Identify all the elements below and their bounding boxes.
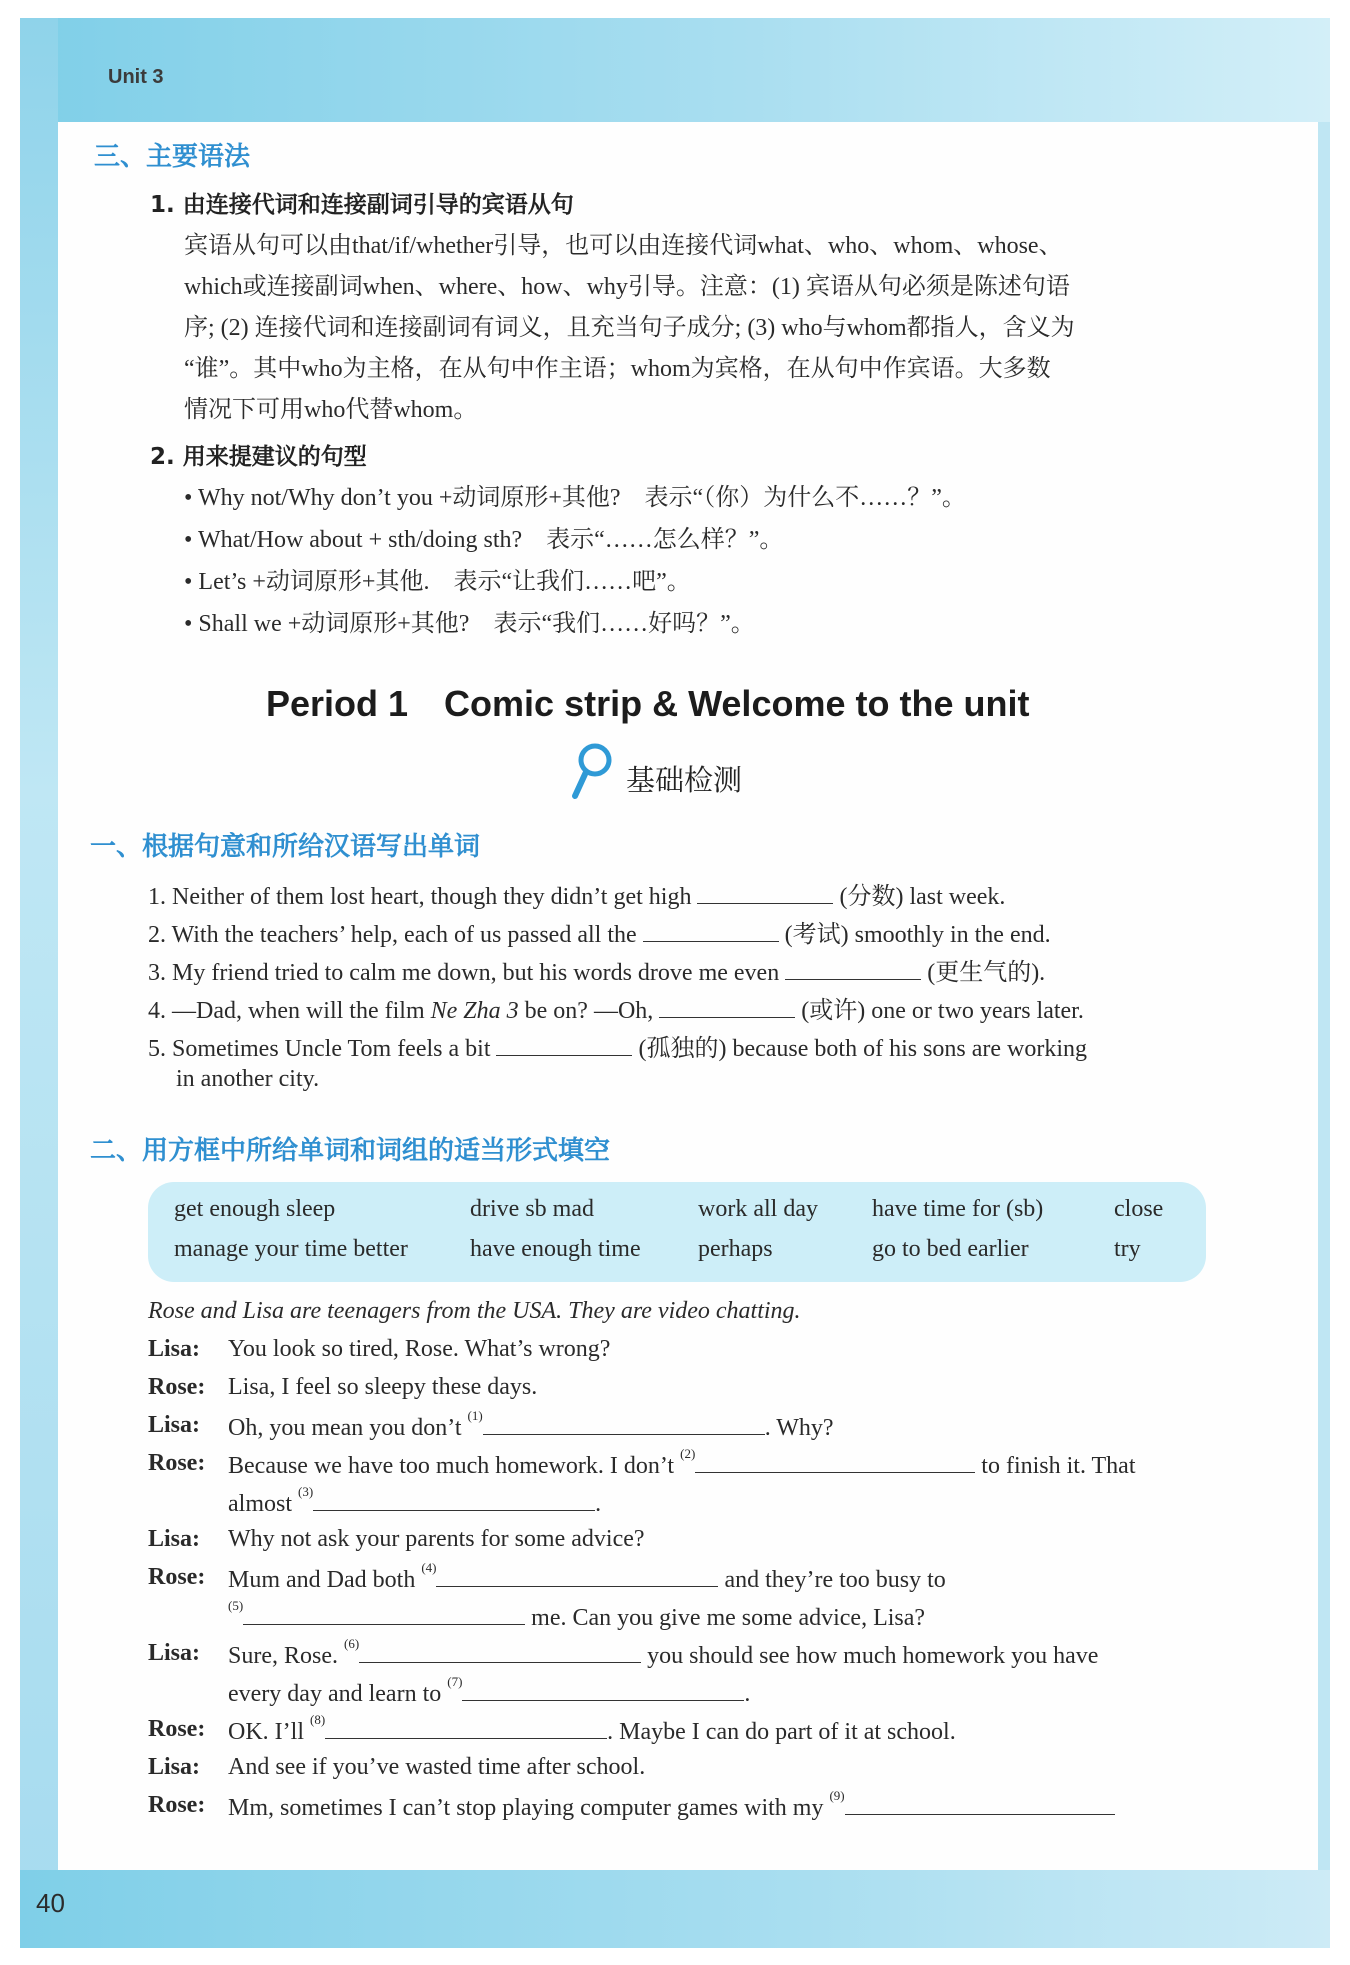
dialogue-text: almost [228, 1491, 298, 1517]
dialogue-text: and they’re too busy to [718, 1567, 946, 1593]
dialogue-line [228, 1484, 602, 1518]
answer-blank[interactable] [785, 957, 921, 980]
blank-number: (6) [344, 1636, 360, 1651]
page-frame-right [1318, 122, 1330, 1948]
blank-number: (2) [680, 1446, 696, 1461]
magnifier-icon [570, 742, 614, 805]
grammar-line: which或连接副词when、where、how、why引导。注意：(1) 宾语从句必须是陈述句语 [184, 274, 1070, 300]
dialogue-text: OK. I’ll [228, 1719, 310, 1745]
section1-title: 一、根据句意和所给汉语写出单词 [90, 832, 481, 862]
blank-number: (7) [447, 1674, 463, 1689]
answer-blank[interactable] [697, 881, 833, 904]
grammar-point2-title: 2. 用来提建议的句型 [150, 444, 367, 470]
word-option: try [1114, 1236, 1141, 1262]
dialogue-line [228, 1712, 956, 1746]
dialogue-text: me. Can you give me some advice, Lisa? [525, 1605, 926, 1631]
speaker-label: Lisa: [148, 1412, 201, 1438]
answer-blank[interactable] [243, 1602, 525, 1625]
dialogue-text: Mm, sometimes I can’t stop playing computer games with my [228, 1795, 830, 1821]
answer-blank[interactable] [359, 1640, 641, 1663]
grammar-line: 情况下可用who代替whom。 [184, 397, 478, 423]
speaker-label: Lisa: [148, 1526, 201, 1552]
dialogue-text: . [595, 1491, 602, 1517]
blank-number: (9) [829, 1788, 845, 1803]
blank-number: (5) [228, 1598, 244, 1613]
blank-number: (3) [298, 1484, 314, 1499]
exercise-item-3 [148, 952, 1045, 987]
answer-blank[interactable] [483, 1412, 765, 1435]
grammar-point1-text [184, 226, 1075, 431]
speaker-label: Rose: [148, 1450, 206, 1476]
item-text: 1. Neither of them lost heart, though they didn’t get high [148, 884, 698, 910]
dialogue-line [228, 1526, 645, 1553]
unit-label: Unit 3 [108, 66, 164, 88]
section2-title: 二、用方框中所给单词和词组的适当形式填空 [90, 1136, 611, 1166]
dialogue-line [228, 1408, 834, 1442]
suggestion-item: • What/How about + sth/doing sth? 表示“……怎么样？”。 [184, 527, 784, 553]
answer-blank[interactable] [436, 1564, 718, 1587]
exercise-item-4 [148, 990, 1084, 1025]
blank-number: (4) [421, 1560, 437, 1575]
speaker-label: Rose: [148, 1716, 206, 1742]
speaker-label: Rose: [148, 1564, 206, 1590]
answer-blank[interactable] [313, 1488, 595, 1511]
dialogue-intro: Rose and Lisa are teenagers from the USA. They are video chatting. [148, 1298, 801, 1324]
exercise-item-2 [148, 914, 1051, 949]
answer-blank[interactable] [659, 995, 795, 1018]
speaker-label: Lisa: [148, 1754, 201, 1780]
grammar-line: 宾语从句可以由that/if/whether引导，也可以由连接代词what、who、whom、whose、 [184, 233, 1063, 259]
page-frame-top [20, 18, 1330, 122]
page-number: 40 [36, 1888, 65, 1918]
dialogue-line [228, 1788, 1115, 1822]
dialogue-text: Because we have too much homework. I don’t [228, 1453, 681, 1479]
item-text: 2. With the teachers’ help, each of us passed all the [148, 922, 643, 948]
suggestion-item: • Shall we +动词原形+其他? 表示“我们……好吗？”。 [184, 611, 755, 637]
dialogue-line [228, 1446, 1136, 1480]
suggestion-item: • Let’s +动词原形+其他. 表示“让我们……吧”。 [184, 569, 691, 595]
item-text: 5. Sometimes Uncle Tom feels a bit [148, 1036, 497, 1062]
grammar-line: 序; (2) 连接代词和连接副词有词义，且充当句子成分; (3) who与whom都指人，含义为 [184, 315, 1075, 341]
exercise-item-5 [148, 1028, 1087, 1063]
word-option: perhaps [698, 1236, 773, 1262]
word-option: work all day [698, 1196, 818, 1222]
word-option: get enough sleep [174, 1196, 336, 1222]
speaker-label: Rose: [148, 1374, 206, 1400]
page-frame-left [20, 18, 58, 1948]
item-hint: (更生气的). [921, 960, 1046, 986]
period-title: Period 1 Comic strip & Welcome to the unit [266, 683, 1030, 724]
word-option: close [1114, 1196, 1164, 1222]
word-option: drive sb mad [470, 1196, 594, 1222]
word-option: have time for (sb) [872, 1196, 1044, 1222]
dialogue-text: And see if you’ve wasted time after school. [228, 1754, 646, 1780]
dialogue-text: . Maybe I can do part of it at school. [607, 1719, 956, 1745]
exercise-item-1 [148, 876, 1005, 911]
answer-blank[interactable] [845, 1792, 1115, 1815]
word-option: manage your time better [174, 1236, 408, 1262]
exercise-item-5-continued: in another city. [176, 1066, 320, 1092]
dialogue-text: Lisa, I feel so sleepy these days. [228, 1374, 538, 1400]
dialogue-text: Mum and Dad both [228, 1567, 422, 1593]
dialogue-line [228, 1754, 645, 1781]
dialogue-line [228, 1598, 926, 1632]
dialogue-line [228, 1560, 946, 1594]
dialogue-text: . [744, 1681, 751, 1707]
item-hint: (分数) last week. [833, 884, 1006, 910]
answer-blank[interactable] [695, 1450, 975, 1473]
speaker-label: Lisa: [148, 1640, 201, 1666]
item-text: 4. —Dad, when will the film [148, 998, 431, 1024]
blank-number: (8) [309, 1712, 326, 1727]
item-hint: (或许) one or two years later. [795, 998, 1084, 1024]
blank-number: (1) [467, 1408, 483, 1423]
item-hint: (孤独的) because both of his sons are working [632, 1036, 1088, 1062]
item-text: 3. My friend tried to calm me down, but his words drove me even [148, 960, 786, 986]
dialogue-text: Why not ask your parents for some advice? [228, 1526, 645, 1552]
dialogue-line [228, 1674, 751, 1708]
suggestion-list [184, 477, 966, 645]
speaker-label: Rose: [148, 1792, 206, 1818]
answer-blank[interactable] [496, 1033, 632, 1056]
dialogue-text: . Why? [764, 1415, 834, 1441]
dialogue-text: Oh, you mean you don’t [228, 1415, 468, 1441]
word-option: have enough time [470, 1236, 641, 1262]
grammar-section-title: 三、主要语法 [94, 142, 251, 172]
basic-check-label: 基础检测 [626, 763, 743, 797]
grammar-point1-title: 1. 由连接代词和连接副词引导的宾语从句 [150, 192, 574, 218]
page-frame-bottom [20, 1870, 1330, 1948]
item-text: be on? —Oh, [518, 998, 660, 1024]
item-hint: (考试) smoothly in the end. [778, 922, 1051, 948]
film-title: Ne Zha 3 [430, 998, 519, 1024]
dialogue-text: Sure, Rose. [228, 1643, 344, 1669]
dialogue-text: you should see how much homework you have [641, 1643, 1099, 1669]
suggestion-item: • Why not/Why don’t you +动词原形+其他? 表示“（你）为什么不……？”。 [184, 485, 966, 511]
word-option: go to bed earlier [872, 1236, 1029, 1262]
dialogue-text: You look so tired, Rose. What’s wrong? [228, 1336, 611, 1362]
dialogue-line [228, 1374, 537, 1401]
dialogue-text: to finish it. That [975, 1453, 1136, 1479]
answer-blank[interactable] [325, 1716, 607, 1739]
dialogue-text: every day and learn to [228, 1681, 448, 1707]
dialogue-line [228, 1636, 1099, 1670]
answer-blank[interactable] [462, 1678, 744, 1701]
grammar-line: “谁”。其中who为主格，在从句中作主语；whom为宾格，在从句中作宾语。大多数 [184, 356, 1051, 382]
answer-blank[interactable] [643, 919, 779, 942]
dialogue-line [228, 1336, 610, 1363]
speaker-label: Lisa: [148, 1336, 201, 1362]
